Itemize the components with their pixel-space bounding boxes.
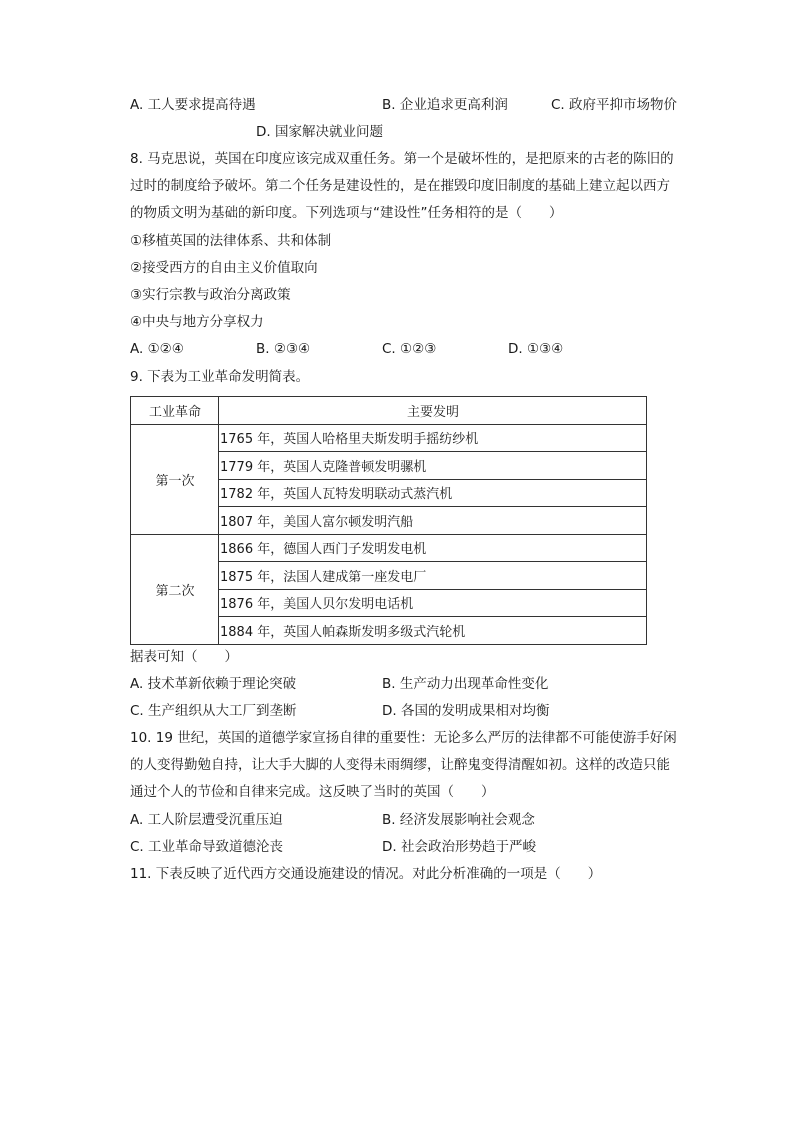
invention-table	[130, 396, 647, 645]
q10-option-c: C. 工业革命导致道德沦丧	[130, 839, 284, 855]
q10-stem-line-1: 10. 19 世纪，英国的道德学家宣扬自律的重要性：无论多么严厉的法律都不可能使游手好闲	[130, 730, 677, 746]
q9-option-d: D. 各国的发明成果相对均衡	[382, 703, 550, 719]
invention-cell: 1765 年，英国人哈格里夫斯发明手摇纺纱机	[219, 424, 647, 452]
q8-item-4: ④中央与地方分享权力	[130, 314, 264, 330]
q9-after-table: 据表可知（ ）	[130, 649, 238, 665]
period-second: 第二次	[131, 534, 219, 644]
q7-option-b: B. 企业追求更高利润	[382, 97, 508, 113]
q8-stem-line-1: 8. 马克思说，英国在印度应该完成双重任务。第一个是破坏性的，是把原来的古老的陈旧的	[130, 151, 674, 167]
invention-cell: 1876 年，美国人贝尔发明电话机	[219, 589, 647, 617]
q10-option-a: A. 工人阶层遭受沉重压迫	[130, 812, 283, 828]
q7-option-a: A. 工人要求提高待遇	[130, 97, 256, 113]
table-row	[131, 424, 647, 452]
q9-option-a: A. 技术革新依赖于理论突破	[130, 676, 297, 692]
invention-cell: 1807 年，美国人富尔顿发明汽船	[219, 507, 647, 535]
q9-option-c: C. 生产组织从大工厂到垄断	[130, 703, 297, 719]
table-header-inventions: 主要发明	[219, 397, 647, 425]
q8-option-c: C. ①②③	[382, 341, 437, 357]
q9-stem: 9. 下表为工业革命发明简表。	[130, 369, 310, 385]
q8-item-3: ③实行宗教与政治分离政策	[130, 287, 291, 303]
q7-option-c: C. 政府平抑市场物价	[551, 97, 678, 113]
invention-cell: 1875 年，法国人建成第一座发电厂	[219, 562, 647, 590]
table-header-period: 工业革命	[131, 397, 219, 425]
q8-item-1: ①移植英国的法律体系、共和体制	[130, 233, 332, 249]
q11-stem: 11. 下表反映了近代西方交通设施建设的情况。对此分析准确的一项是（ ）	[130, 866, 602, 882]
q8-stem-line-3: 的物质文明为基础的新印度。下列选项与“建设性”任务相符的是（ ）	[130, 205, 563, 221]
table-row	[131, 534, 647, 562]
q8-option-b: B. ②③④	[256, 341, 311, 357]
table-header-row	[131, 397, 647, 425]
invention-cell: 1782 年，英国人瓦特发明联动式蒸汽机	[219, 479, 647, 507]
q8-stem-line-2: 过时的制度给予破坏。第二个任务是建设性的，是在摧毁印度旧制度的基础上建立起以西方	[130, 178, 670, 194]
q8-item-2: ②接受西方的自由主义价值取向	[130, 260, 318, 276]
invention-cell: 1884 年，英国人帕森斯发明多级式汽轮机	[219, 617, 647, 645]
period-first: 第一次	[131, 424, 219, 534]
invention-cell: 1779 年，英国人克隆普顿发明骡机	[219, 452, 647, 480]
q8-option-d: D. ①③④	[508, 341, 564, 357]
q8-option-a: A. ①②④	[130, 341, 184, 357]
q10-option-d: D. 社会政治形势趋于严峻	[382, 839, 536, 855]
q10-option-b: B. 经济发展影响社会观念	[382, 812, 535, 828]
q10-stem-line-2: 的人变得勤勉自持，让大手大脚的人变得未雨绸缪，让醉鬼变得清醒如初。这样的改造只能	[130, 757, 670, 773]
q10-stem-line-3: 通过个人的节俭和自律来完成。这反映了当时的英国（ ）	[130, 784, 495, 800]
invention-cell: 1866 年，德国人西门子发明发电机	[219, 534, 647, 562]
q9-option-b: B. 生产动力出现革命性变化	[382, 676, 549, 692]
q7-option-d: D. 国家解决就业问题	[256, 124, 383, 140]
